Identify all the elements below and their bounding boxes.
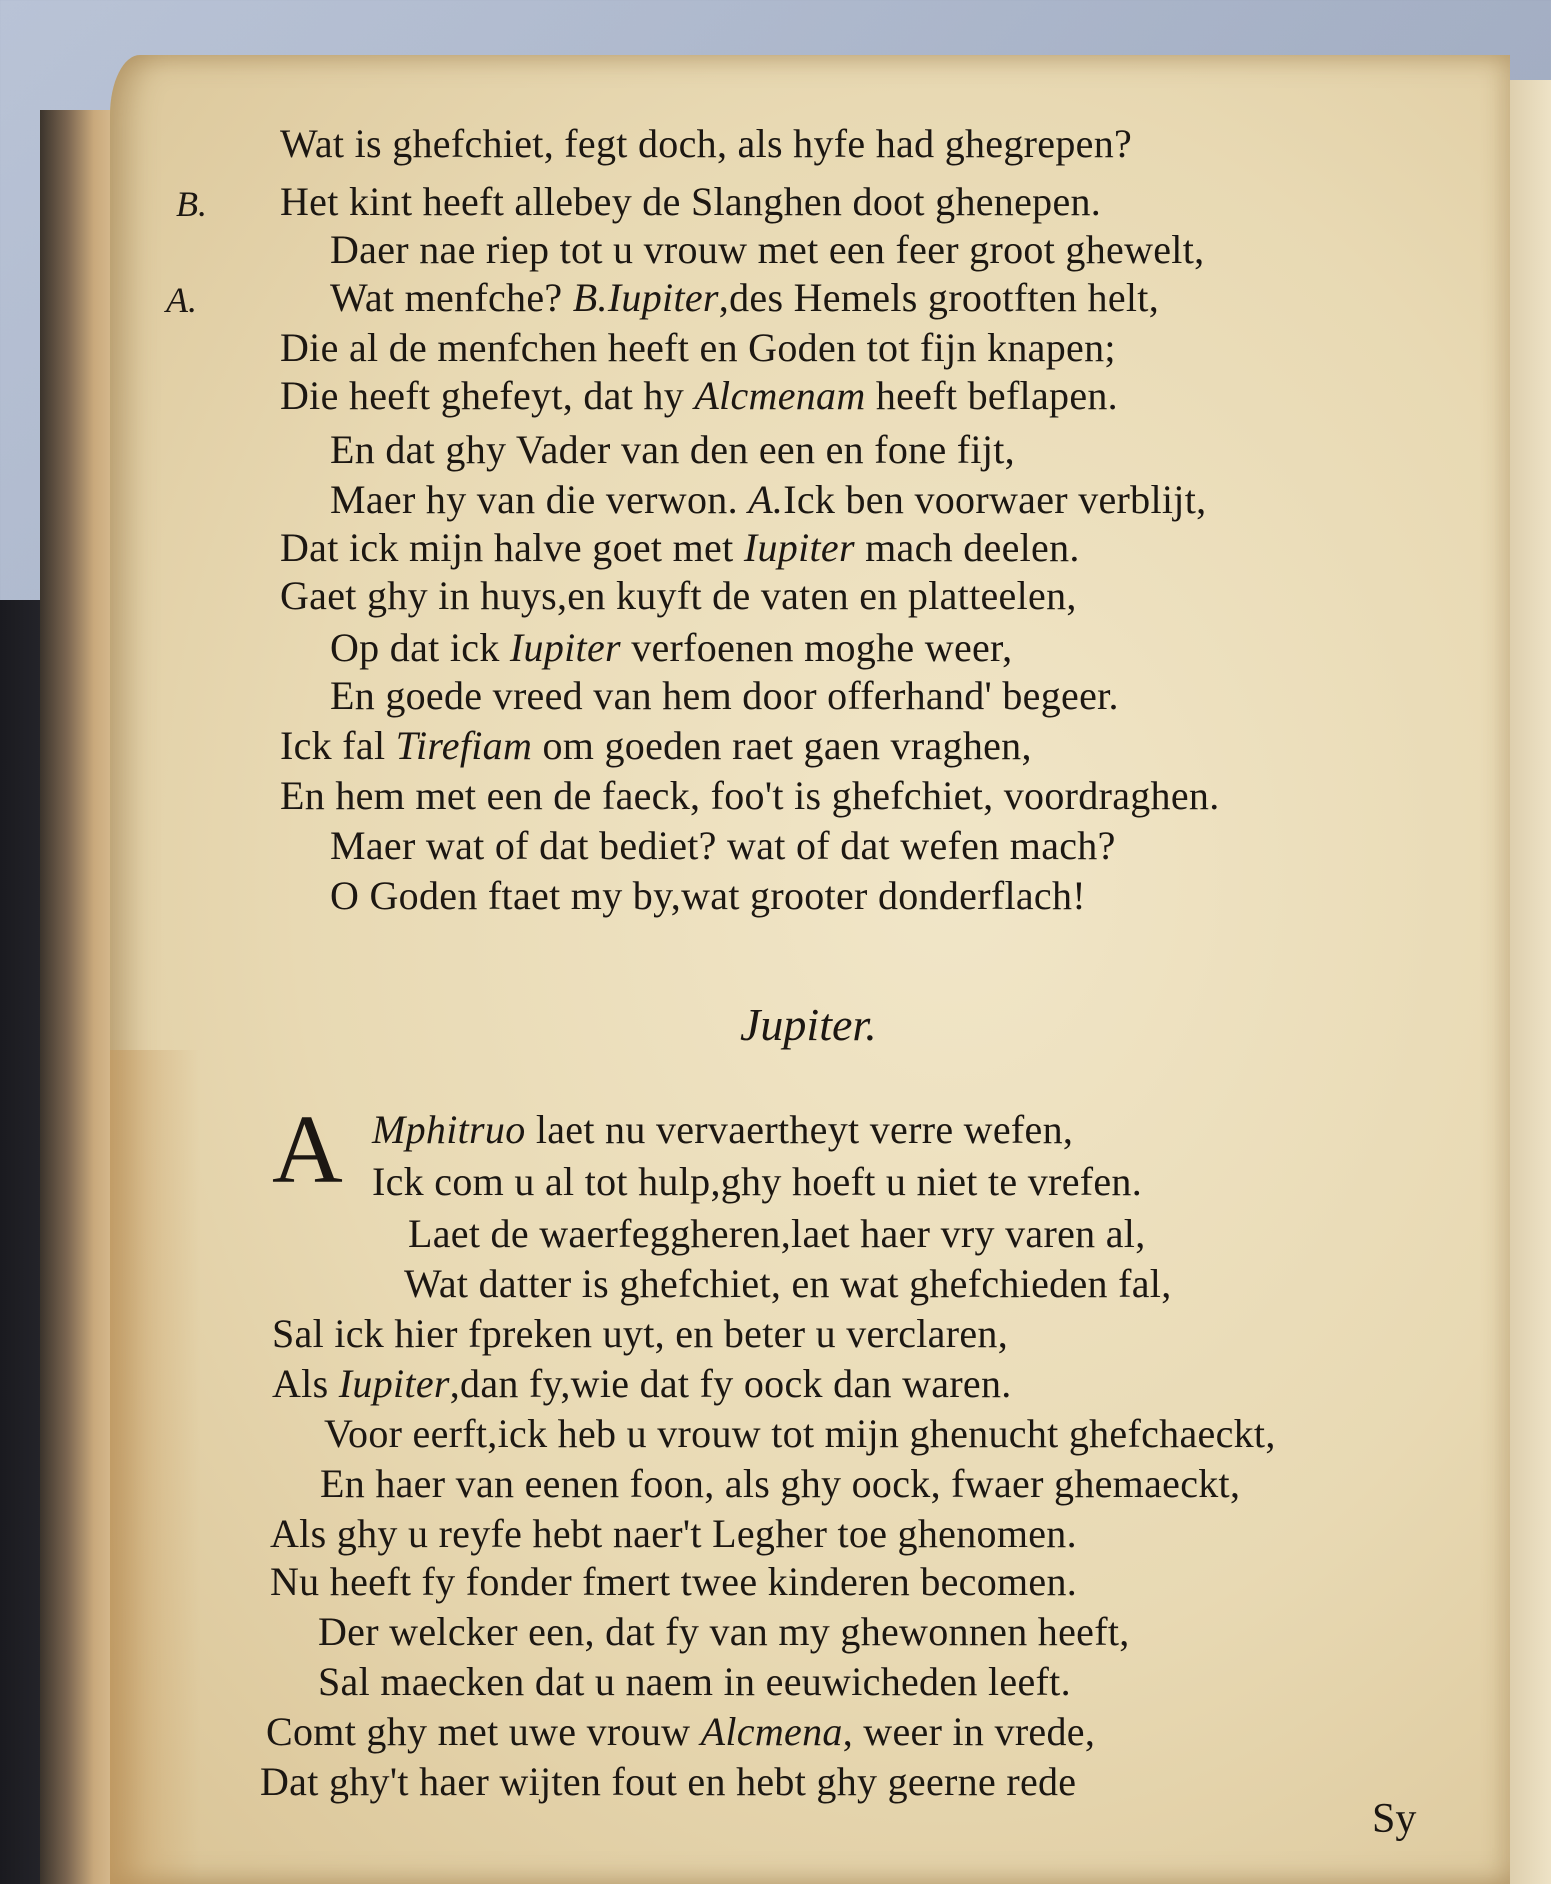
text-segment: Die al de menfchen heeft en Goden tot fijn knapen;	[280, 325, 1116, 370]
verse-line	[372, 1158, 1142, 1206]
verse-line	[280, 524, 1080, 572]
text-segment: En goede vreed van hem door offerhand' begeer.	[330, 673, 1119, 718]
catchword: Sy	[1372, 1796, 1417, 1842]
text-segment: Gaet ghy in huys,en kuyft de vaten en platteelen,	[280, 573, 1077, 618]
verse-line	[330, 426, 1015, 474]
text-segment: Dat ghy't haer wijten fout en hebt ghy geerne rede	[260, 1759, 1077, 1804]
italic-segment: Iupiter	[743, 525, 855, 570]
verse-line	[330, 226, 1204, 274]
verse-line	[318, 1608, 1130, 1656]
italic-segment: A.	[748, 477, 784, 522]
text-segment: O Goden ftaet my by,wat grooter donderflach!	[330, 873, 1086, 918]
verse-line	[280, 372, 1118, 420]
text-segment: mach deelen.	[854, 525, 1080, 570]
verse-line	[330, 624, 1012, 672]
text-segment: Comt ghy met uwe vrouw	[266, 1709, 701, 1754]
verse-line	[260, 1758, 1076, 1806]
verse-line	[330, 476, 1206, 524]
speaker-label: A.	[166, 280, 197, 320]
text-segment: Die heeft ghefeyt, dat hy	[280, 373, 695, 418]
text-segment: Ick ben voorwaer verblijt,	[783, 477, 1207, 522]
verse-line	[270, 1558, 1077, 1606]
text-segment: En dat ghy Vader van den een en fone fijt,	[330, 427, 1015, 472]
text-segment: Als ghy u reyfe hebt naer't Legher toe ghenomen.	[270, 1511, 1077, 1556]
text-segment: Ick com u al tot hulp,ghy hoeft u niet te vrefen.	[372, 1159, 1143, 1204]
italic-segment: Alcmena	[700, 1709, 843, 1754]
text-segment: verfoenen moghe weer,	[620, 625, 1013, 670]
text-segment: Sal ick hier fpreken uyt, en beter u verclaren,	[272, 1311, 1008, 1356]
text-segment: Op dat ick	[330, 625, 510, 670]
verse-line	[330, 872, 1086, 920]
text-segment: Sal maecken dat u naem in eeuwicheden leeft.	[318, 1659, 1071, 1704]
verse-line	[270, 1510, 1077, 1558]
section-heading: Jupiter.	[740, 999, 877, 1050]
verse-line	[324, 1410, 1276, 1458]
text-segment: Laet de waerfeggheren,laet haer vry varen al,	[408, 1211, 1146, 1256]
verse-line	[330, 672, 1119, 720]
text-segment: ,dan fy,wie dat fy oock dan waren.	[449, 1361, 1012, 1406]
text-segment: En hem met een de faeck, foo't is ghefchiet, voordraghen.	[280, 773, 1220, 818]
text-segment: Wat is ghefchiet, fegt doch, als hyfe had ghegrepen?	[280, 121, 1133, 166]
text-segment: Nu heeft fy fonder fmert twee kinderen becomen.	[270, 1559, 1078, 1604]
text-segment: Als	[272, 1361, 339, 1406]
text-segment: Dat ick mijn halve goet met	[280, 525, 744, 570]
verse-line	[280, 178, 1101, 226]
text-segment: , weer in vrede,	[842, 1709, 1096, 1754]
italic-segment: B.Iupiter	[572, 275, 719, 320]
speaker-label: B.	[176, 184, 207, 224]
verse-line	[330, 274, 1159, 322]
verse-line	[330, 822, 1116, 870]
verse-line	[280, 324, 1116, 372]
text-segment: Ick fal	[280, 723, 396, 768]
text-segment: heeft beflapen.	[865, 373, 1118, 418]
text-segment: Het kint heeft allebey de Slanghen doot ghenepen.	[280, 179, 1102, 224]
drop-cap: A	[272, 1096, 343, 1204]
text-segment: Daer nae riep tot u vrouw met een feer groot ghewelt,	[330, 227, 1205, 272]
text-segment: Wat menfche?	[330, 275, 573, 320]
text-segment: En haer van eenen foon, als ghy oock, fwaer ghemaeckt,	[320, 1461, 1241, 1506]
verse-line	[280, 572, 1077, 620]
verse-line	[280, 722, 1032, 770]
italic-segment: Iupiter	[338, 1361, 450, 1406]
italic-segment: Mphitruo	[372, 1107, 526, 1152]
text-segment: Wat datter is ghefchiet, en wat ghefchieden fal,	[404, 1261, 1172, 1306]
verse-line	[280, 772, 1220, 820]
text-segment: Maer hy van die verwon.	[330, 477, 749, 522]
page-stain	[110, 1050, 200, 1884]
verse-line	[408, 1210, 1146, 1258]
verse-line	[266, 1708, 1095, 1756]
italic-segment: Alcmenam	[694, 373, 866, 418]
text-segment: Maer wat of dat bediet? wat of dat wefen mach?	[330, 823, 1116, 868]
verse-line	[280, 120, 1132, 168]
italic-segment: Tirefiam	[395, 723, 533, 768]
text-segment: ,des Hemels grootften helt,	[718, 275, 1160, 320]
text-segment: Der welcker een, dat fy van my ghewonnen heeft,	[318, 1609, 1130, 1654]
text-segment: om goeden raet gaen vraghen,	[532, 723, 1032, 768]
italic-segment: Iupiter	[509, 625, 621, 670]
verse-line	[320, 1460, 1240, 1508]
verse-line	[318, 1658, 1071, 1706]
verse-line	[272, 1310, 1008, 1358]
verse-line	[372, 1106, 1073, 1154]
verse-line	[404, 1260, 1172, 1308]
verse-line	[272, 1360, 1012, 1408]
text-segment: laet nu vervaertheyt verre wefen,	[525, 1107, 1074, 1152]
text-segment: Voor eerft,ick heb u vrouw tot mijn ghenucht ghefchaeckt,	[324, 1411, 1276, 1456]
